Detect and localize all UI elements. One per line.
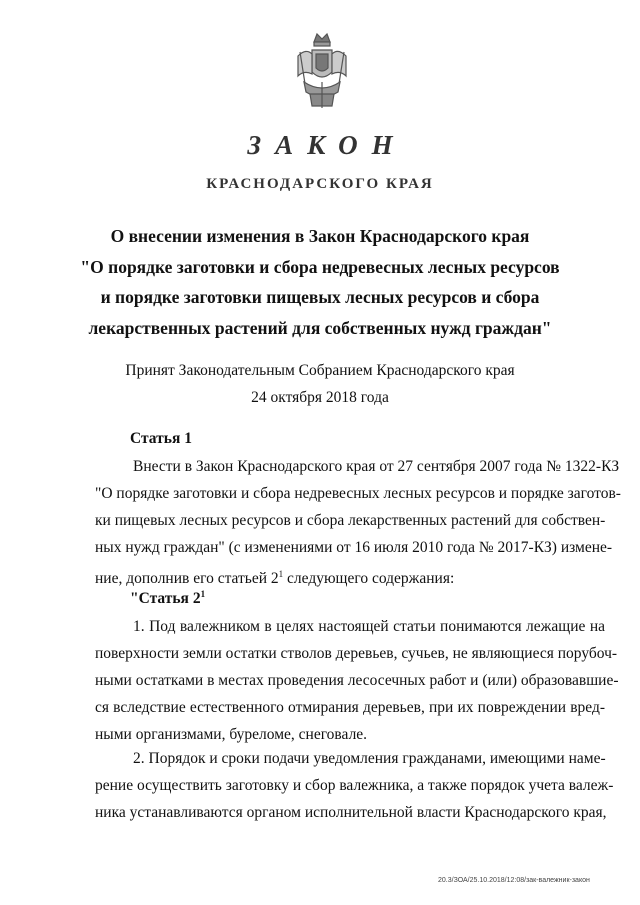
text-line: Внести в Закон Краснодарского края от 27 сентября 2007 года № 1322-КЗ	[133, 458, 620, 475]
text-line: 2. Порядок и сроки подачи уведомления гражданами, имеющими наме-	[133, 750, 606, 767]
document-title	[60, 221, 580, 343]
adoption-date: 24 октября 2018 года	[251, 389, 389, 406]
text-line: ки пищевых лесных ресурсов и сбора лекарственных растений для собствен-	[95, 512, 606, 529]
title-line: и порядке заготовки пищевых лесных ресурсов и сбора	[100, 287, 540, 307]
text-line: "О порядке заготовки и сбора недревесных лесных ресурсов и порядке заготов-	[95, 485, 621, 502]
text-line: поверхности земли остатки стволов деревьев, сучьев, не являющиеся порубоч-	[95, 645, 618, 662]
text-line: ными остатками в местах проведения лесосечных работ и (или) образовавшие-	[95, 672, 619, 689]
article-2-para-1	[95, 613, 619, 748]
adoption-info	[60, 357, 580, 411]
text-line: ных нужд граждан" (с изменениями от 16 июля 2010 года № 2017-КЗ) измене-	[95, 539, 613, 556]
text-line: ние, дополнив его статьей $2^1$ следующего содержания:	[95, 569, 455, 587]
text-line: 1. Под валежником в целях настоящей статьи понимаются лежащие на	[133, 618, 605, 635]
law-title: ЗАКОН	[247, 130, 407, 160]
title-line: О внесении изменения в Закон Краснодарского края	[110, 226, 530, 246]
article-2-para-2	[95, 745, 614, 826]
coat-of-arms-emblem	[292, 30, 352, 112]
footer-file-reference: 20.3/ЗОА/25.10.2018/12:08/зак-валежник-закон	[438, 877, 590, 884]
text-line: ника устанавливаются органом исполнительной власти Краснодарского края,	[95, 804, 607, 821]
adoption-line: Принят Законодательным Собранием Краснодарского края	[125, 362, 515, 379]
text-line: ся вследствие естественного отмирания деревьев, при их повреждении вред-	[95, 699, 605, 716]
title-line: "О порядке заготовки и сбора недревесных лесных ресурсов	[80, 256, 560, 277]
title-line: лекарственных растений для собственных нужд граждан"	[88, 317, 552, 338]
article-1-heading: Статья 1	[130, 430, 192, 447]
article-1-body	[95, 453, 621, 592]
text-line: рение осуществить заготовку и сбор валежника, а также порядок учета валеж-	[95, 777, 614, 794]
region-title: КРАСНОДАРСКОГО КРАЯ	[206, 176, 434, 192]
text-line: ными организмами, буреломе, снеговале.	[95, 726, 368, 743]
article-2-heading: "Статья $2^1$	[130, 589, 206, 607]
